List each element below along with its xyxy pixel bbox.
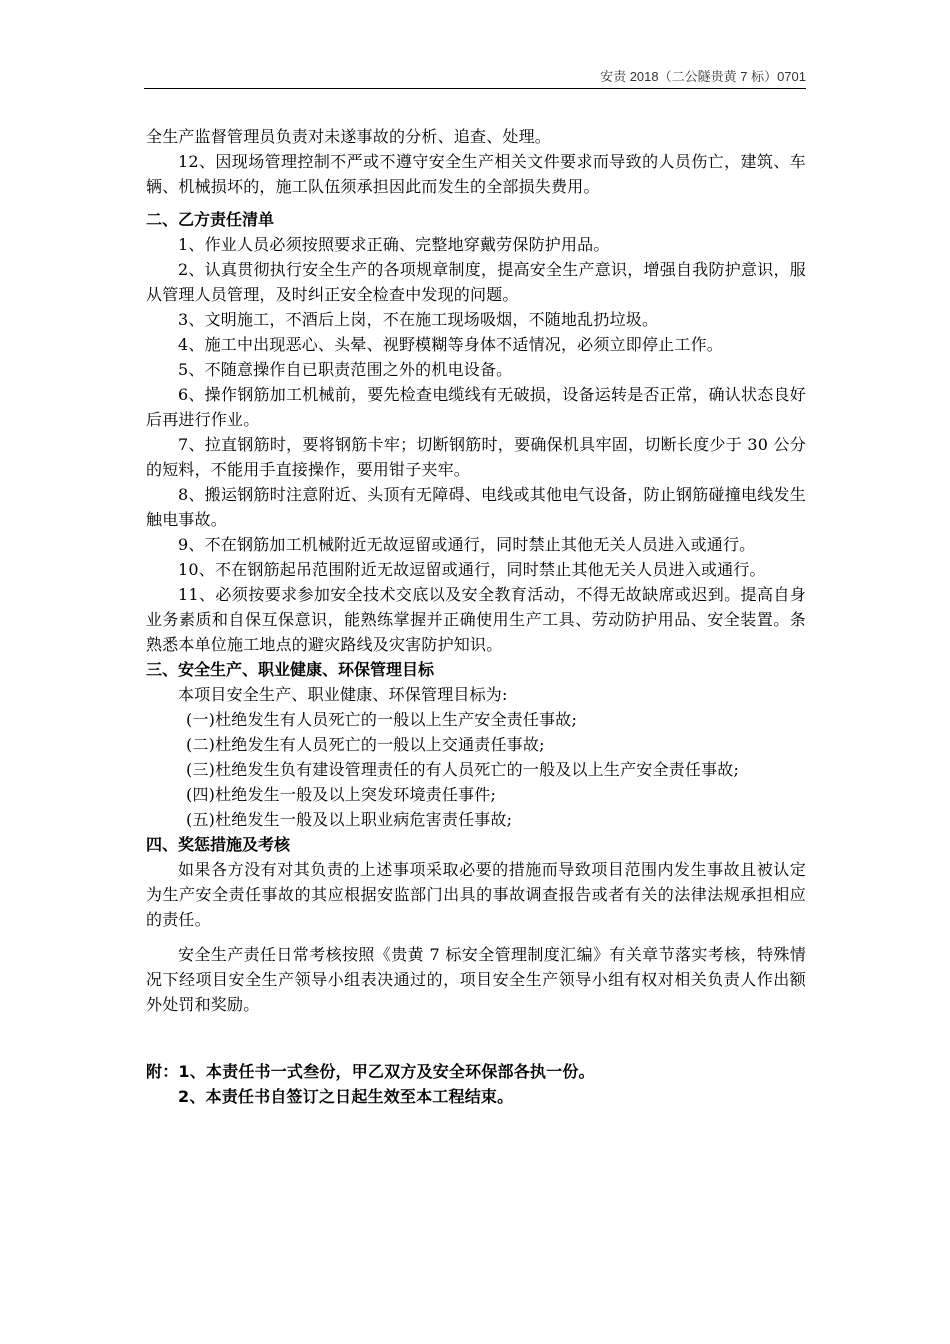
- list-item: 8、搬运钢筋时注意附近、头顶有无障碍、电线或其他电气设备，防止钢筋碰撞电线发生触电事故。: [146, 485, 806, 529]
- list-item: 6、操作钢筋加工机械前，要先检查电缆线有无破损，设备运转是否正常，确认状态良好后再进行作业。: [146, 385, 806, 429]
- goal-item: (三)杜绝发生负有建设管理责任的有人员死亡的一般及以上生产安全责任事故;: [186, 760, 740, 779]
- goal-item: (一)杜绝发生有人员死亡的一般以上生产安全责任事故;: [186, 710, 578, 729]
- paragraph-continuation: 全生产监督管理员负责对未遂事故的分析、追查、处理。: [146, 127, 552, 146]
- appendix-item-1: 附：1、本责任书一式叁份，甲乙双方及安全环保部各执一份。: [146, 1062, 595, 1081]
- list-item: 7、拉直钢筋时，要将钢筋卡牢；切断钢筋时，要确保机具牢固，切断长度少于 30 公分的短料，不能用手直接操作，要用钳子夹牢。: [146, 435, 806, 479]
- goal-item: (四)杜绝发生一般及以上突发环境责任事件;: [186, 785, 497, 804]
- section4-paragraph-1: 如果各方没有对其负责的上述事项采取必要的措施而导致项目范围内发生事故且被认定为生产安全责任事故的其应根据安监部门出具的事故调查报告或者有关的法律法规承担相应的责任。: [146, 860, 806, 929]
- appendix-item-2: 2、本责任书自签订之日起生效至本工程结束。: [178, 1087, 514, 1106]
- list-item: 1、作业人员必须按照要求正确、完整地穿戴劳保防护用品。: [178, 235, 610, 254]
- goal-item: (二)杜绝发生有人员死亡的一般以上交通责任事故;: [186, 735, 545, 754]
- list-item: 9、不在钢筋加工机械附近无故逗留或通行，同时禁止其他无关人员进入或通行。: [178, 535, 756, 554]
- section-heading-3: 三、安全生产、职业健康、环保管理目标: [146, 660, 435, 679]
- section-heading-4: 四、奖惩措施及考核: [146, 835, 291, 854]
- list-item: 10、不在钢筋起吊范围附近无故逗留或通行，同时禁止其他无关人员进入或通行。: [178, 560, 766, 579]
- list-item: 4、施工中出现恶心、头晕、视野模糊等身体不适情况，必须立即停止工作。: [178, 335, 723, 354]
- section4-paragraph-2: 安全生产责任日常考核按照《贵黄 7 标安全管理制度汇编》有关章节落实考核，特殊情况下经项目安全生产领导小组表决通过的，项目安全生产领导小组有权对相关负责人作出额外处罚和奖励。: [146, 945, 806, 1014]
- list-item: 11、必须按要求参加安全技术交底以及安全教育活动，不得无故缺席或迟到。提高自身业务素质和自保互保意识，能熟练掌握并正确使用生产工具、劳动防护用品、安全装置。条熟悉本单位施工地点的避灾路线及灾害防护知识。: [146, 585, 806, 654]
- list-item: 2、认真贯彻执行安全生产的各项规章制度，提高安全生产意识，增强自我防护意识，服从管理人员管理，及时纠正安全检查中发现的问题。: [146, 260, 806, 304]
- section-heading-2: 二、乙方责任清单: [146, 210, 275, 229]
- goal-item: (五)杜绝发生一般及以上职业病危害责任事故;: [186, 810, 513, 829]
- paragraph-item-12: 12、因现场管理控制不严或不遵守安全生产相关文件要求而导致的人员伤亡，建筑、车辆、机械损坏的，施工队伍须承担因此而发生的全部损失费用。: [146, 152, 806, 196]
- list-item: 3、文明施工，不酒后上岗，不在施工现场吸烟，不随地乱扔垃圾。: [178, 310, 659, 329]
- header-rule: [144, 88, 806, 89]
- document-body: [146, 124, 806, 1109]
- document-code-header: 安责 2018（二公隧贵黄 7 标）0701: [600, 69, 806, 84]
- list-item: 5、不随意操作自已职责范围之外的机电设备。: [178, 360, 513, 379]
- section3-intro: 本项目安全生产、职业健康、环保管理目标为:: [178, 685, 508, 704]
